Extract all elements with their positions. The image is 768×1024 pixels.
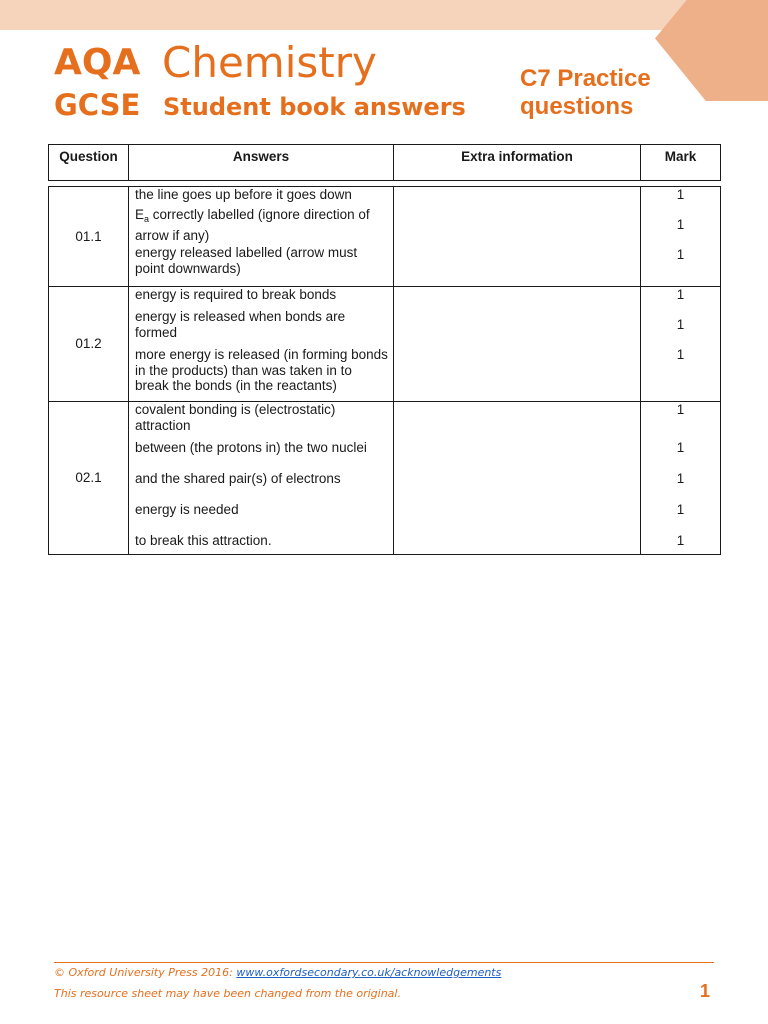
col-answers-header: Answers (129, 145, 394, 181)
answers-cell (129, 287, 394, 402)
col-question-header: Question (49, 145, 129, 181)
mark-value: 1 (676, 533, 685, 548)
answer-line: energy is released when bonds are formed (135, 309, 346, 340)
footer-copyright (54, 966, 501, 979)
header-band (0, 0, 768, 30)
mark-value: 1 (676, 440, 685, 455)
answer-line (135, 205, 389, 245)
mark-value: 1 (676, 187, 685, 202)
question-number: 01.2 (49, 287, 129, 402)
answer-subscript: a (144, 214, 150, 224)
question-number: 02.1 (49, 402, 129, 555)
answer-line: the line goes up before it goes down (135, 187, 352, 202)
footer-note: This resource sheet may have been changed from the original. (54, 987, 401, 1000)
mark-value: 1 (676, 347, 685, 362)
header-table (48, 144, 721, 181)
marks-cell (641, 402, 721, 555)
answers-cell (129, 402, 394, 555)
answer-line: more energy is released (in forming bonds in the products) than was taken in to break the bonds (in the reactants) (135, 347, 388, 393)
marks-cell (641, 187, 721, 287)
marks-cell (641, 287, 721, 402)
answer-line: between (the protons in) the two nuclei (135, 440, 367, 455)
extra-info-cell (394, 287, 641, 402)
section-title-line1: C7 Practice (520, 65, 651, 92)
logo-title: Student book answers (163, 93, 466, 121)
logo-level: GCSE (54, 88, 141, 122)
mark-value: 1 (676, 317, 685, 332)
mark-value: 1 (676, 287, 685, 302)
extra-info-cell (394, 187, 641, 287)
answers-cell (129, 187, 394, 287)
section-title-line2: questions (520, 93, 634, 120)
logo-brand: AQA (54, 42, 141, 83)
table-row (49, 187, 721, 287)
extra-info-cell (394, 402, 641, 555)
question-number: 01.1 (49, 187, 129, 287)
page-number: 1 (700, 981, 711, 1001)
copyright-text: © Oxford University Press 2016: (54, 966, 233, 979)
section-title (520, 65, 651, 121)
answer-line: to break this attraction. (135, 533, 272, 548)
mark-value: 1 (676, 471, 685, 486)
answer-line: covalent bonding is (electrostatic) attraction (135, 402, 336, 433)
col-mark-header: Mark (641, 145, 721, 181)
table-row (49, 287, 721, 402)
answer-line: energy released labelled (arrow must point downwards) (135, 245, 358, 276)
table-row (49, 402, 721, 555)
answers-table (48, 186, 721, 555)
mark-value: 1 (676, 402, 685, 417)
mark-value: 1 (676, 247, 685, 262)
answer-line: energy is needed (135, 502, 239, 517)
answer-text: correctly labelled (ignore direction of arrow if any) (135, 207, 370, 243)
col-extra-header: Extra information (394, 145, 641, 181)
footer-divider (54, 962, 714, 963)
logo-subject: Chemistry (162, 38, 377, 87)
answer-line: and the shared pair(s) of electrons (135, 471, 341, 486)
answer-line: energy is required to break bonds (135, 287, 337, 302)
answer-symbol: E (135, 207, 145, 222)
acknowledgements-link[interactable]: www.oxfordsecondary.co.uk/acknowledgements (236, 966, 502, 979)
mark-value: 1 (676, 502, 685, 517)
mark-value: 1 (676, 217, 685, 232)
